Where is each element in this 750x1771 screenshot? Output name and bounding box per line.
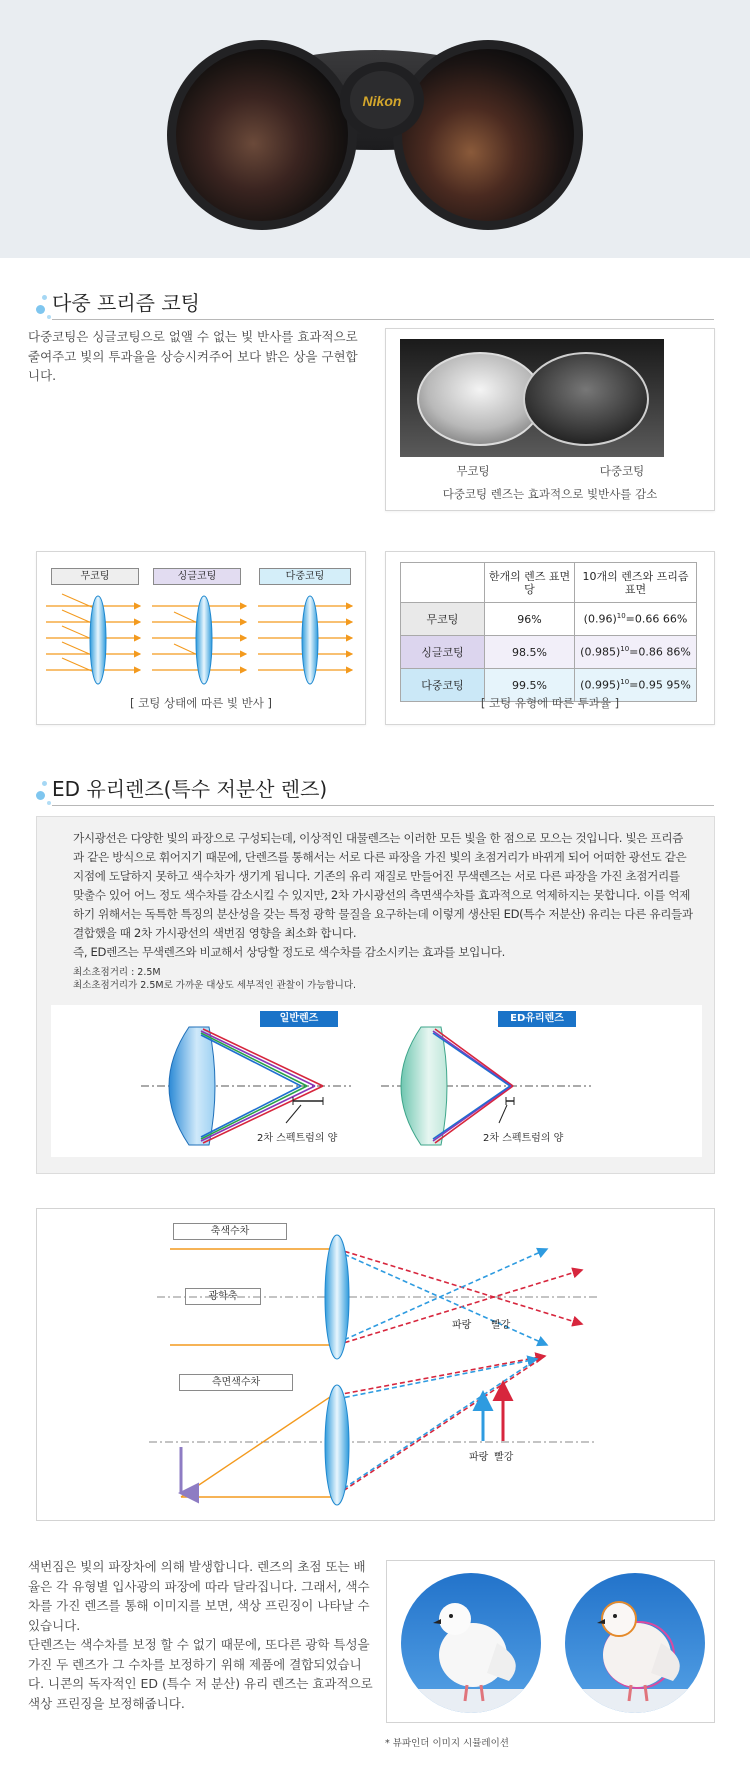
red-focus-label: 빨강 — [491, 1320, 511, 1331]
lens-photo-caption: 다중코팅 렌즈는 효과적으로 빛반사를 감소 — [442, 487, 658, 501]
table-cell: $(0.96)^{10}=0.66$ 66% — [575, 603, 697, 636]
table-row-label: 싱글코팅 — [401, 636, 485, 669]
label-uncoated: 무코팅 — [51, 568, 139, 585]
table-header-row — [401, 563, 697, 603]
blue-focus-label: 파랑 — [452, 1320, 472, 1331]
label-single-coated: 싱글코팅 — [153, 568, 241, 585]
label-multi-coated: 다중코팅 — [259, 568, 351, 585]
transmission-table — [400, 562, 697, 702]
table-row — [401, 603, 697, 636]
lens-compare-diagram — [51, 1005, 702, 1157]
table-row-label: 다중코팅 — [401, 669, 485, 702]
viewfinder-footnote: * 뷰파인더 이미지 시뮬레이션 — [385, 1738, 509, 1749]
lens-photo-panel — [385, 328, 715, 511]
transmission-table-caption: [ 코팅 유형에 따른 투과율 ] — [480, 696, 620, 710]
transmission-table-panel — [385, 551, 715, 725]
lens-photo-image — [400, 339, 664, 457]
standard-lens-tag: 일반렌즈 — [260, 1011, 338, 1027]
chromatic-aberration-panel — [36, 1208, 715, 1521]
table-header: 10개의 렌즈와 프리즘 표면 — [575, 563, 697, 603]
ed-glass-description: 가시광선은 다양한 빛의 파장으로 구성되는데, 이상적인 대물렌즈는 이러한 모든 빛을 한 점으로 모으는 것입니다. 빛은 프리즘과 같은 방식으로 휘어지기 때문에, 단렌즈를 통해서는 서로 다른 파장을 가진 빛의 초점거리가 바뀌게 되어 어떠한 광선도 같은 지점에 도달하지 못하고 색수차가 생기게 됩니다. 기존의 유리 재질로 만들어진 무색렌즈는 서로 다른 파장을 가진 초점거리를 맞출수 있어 어느 정도 색수차를 감소시킬 수 있지만, 2차 가시광선의 측면색수차를 효과적으로 억제하지는 못합니다. 이를 억제하기 위해서는 독특한 특징의 분산성을 갖는 특정 광학 물질을 요구하는데 이렇게 생산된 ED(특수 저분산) 유리는 다른 유리들과 결합했을 때 2차 가시광선의 색번짐 영향을 최소화 합니다. 즉, ED렌즈는 무색렌즈와 비교해서 상당할 정도로 색수차를 감소시키는 효과를 보입니다. — [73, 831, 693, 959]
table-cell: 98.5% — [485, 636, 575, 669]
page-title: 다중 프리즘 코팅 — [52, 291, 200, 315]
aberration-diagram-svg — [37, 1209, 716, 1522]
dove-comparison-image — [387, 1561, 716, 1724]
ed-lens-tag: ED유리렌즈 — [498, 1011, 576, 1027]
ed-glass-panel — [36, 816, 715, 1174]
reflection-diagram-caption: [ 코팅 상태에 따른 빛 반사 ] — [130, 696, 272, 710]
table-row — [401, 636, 697, 669]
color-fringing-description: 색번짐은 빛의 파장차에 의해 발생합니다. 렌즈의 초점 또는 배율은 각 유형별 입사광의 파장에 따라 달라집니다. 그래서, 색수차를 가진 렌즈를 통해 이미지를 보면, 색상 프린징이 나타날 수 있습니다. 단렌즈는 색수차를 보정 할 수 없기 때문에, 또다른 광학 특성을 가진 두 렌즈가 그 수차를 보정하기 위해 제품에 결합되었습니다. 니콘의 독자적인 ED (특수 저 분산) 유리 렌즈는 효과적으로 색상 프린징을 보정해줍니다. — [28, 1559, 373, 1711]
table-cell: 96% — [485, 603, 575, 636]
label-lateral-aberration: 측면색수차 — [179, 1374, 293, 1391]
hero-banner — [0, 0, 750, 258]
table-cell: 99.5% — [485, 669, 575, 702]
lens-label-uncoated: 무코팅 — [456, 464, 490, 478]
lens-label-multicoated: 다중코팅 — [599, 464, 645, 478]
table-cell: $(0.995)^{10}=0.95$ 95% — [575, 669, 697, 702]
reflection-arrows-diagram — [44, 588, 360, 688]
lens-dispersion-svg — [51, 1005, 702, 1157]
label-axial-aberration: 축색수차 — [173, 1223, 287, 1240]
secondary-spectrum-label-ed: 2차 스펙트럼의 양 — [483, 1133, 564, 1144]
min-focus-note: 최소초점거리 : 2.5M 최소초점거리가 2.5M로 가까운 대상도 세부적인 관찰이 가능합니다. — [73, 967, 357, 991]
table-row-label: 무코팅 — [401, 603, 485, 636]
binoculars-image — [0, 0, 750, 258]
secondary-spectrum-label-standard: 2차 스펙트럼의 양 — [257, 1133, 338, 1144]
nikon-logo: Nikon — [362, 93, 402, 109]
red-lateral-label: 빨강 — [494, 1452, 514, 1463]
section-heading: ED 유리렌즈(특수 저분산 렌즈) — [52, 777, 328, 801]
section-title-prism-coating — [28, 283, 708, 331]
table-cell: $(0.985)^{10}=0.86$ 86% — [575, 636, 697, 669]
table-header: 한개의 렌즈 표면당 — [485, 563, 575, 603]
viewfinder-simulation-panel — [386, 1560, 715, 1723]
prism-coating-description: 다중코팅은 싱글코팅으로 없앨 수 없는 빛 반사를 효과적으로 줄여주고 빛의 투과율을 상승시켜주어 보다 밝은 상을 구현합니다. — [28, 329, 358, 383]
label-optical-axis: 광학축 — [185, 1288, 261, 1305]
reflection-diagram-panel — [36, 551, 366, 725]
blue-lateral-label: 파랑 — [469, 1452, 489, 1463]
section-title-ed-glass — [28, 769, 708, 817]
